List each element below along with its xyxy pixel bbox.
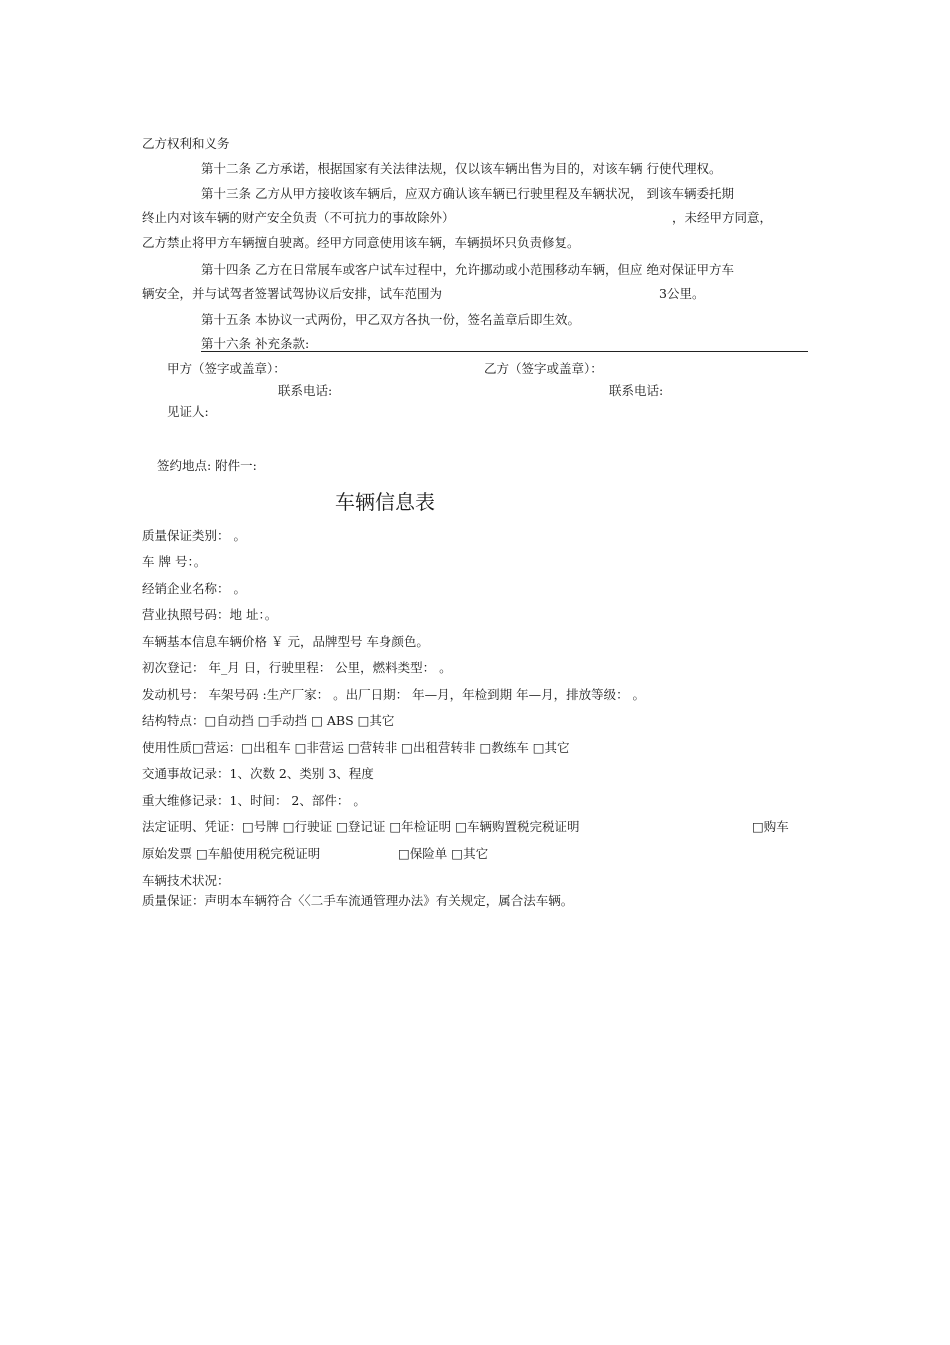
clause-13-line3: 乙方禁止将甲方车辆擅自驶离。经甲方同意使用该车辆，车辆损坏只负责修复。 xyxy=(142,235,580,250)
info-line: 发动机号： 车架号码 :生产厂家： 。出厂日期： 年—月，年检到期 年—月，排放等级： 。 xyxy=(142,687,646,702)
party-a-signature: 甲方（签字或盖章）： xyxy=(167,361,286,376)
certificates-line2b: □保险单 □其它 xyxy=(398,846,489,861)
clause-13-line1: 第十三条 乙方从甲方接收该车辆后，应双方确认该车辆已行驶里程及车辆状况， 到该车辆委托期 xyxy=(201,186,734,201)
party-b-phone: 联系电话: xyxy=(609,383,664,398)
clause-15: 第十五条 本协议一式两份，甲乙双方各执一份，签名盖章后即生效。 xyxy=(201,312,580,327)
info-line: 经销企业名称： 。 xyxy=(142,581,246,596)
certificates-line2a: 原始发票 □车船使用税完税证明 xyxy=(142,846,321,861)
clause-13-line2b: ，未经甲方同意， xyxy=(672,210,773,225)
info-line: 结构特点：□自动挡 □手动挡 □ ABS □其它 xyxy=(142,713,395,728)
clause-16: 第十六条 补充条款: xyxy=(201,336,310,351)
witness: 见证人: xyxy=(167,404,209,419)
table-title: 车辆信息表 xyxy=(335,490,435,514)
signing-place-attachment: 签约地点: 附件一: xyxy=(157,458,257,473)
info-line: 营业执照号码：地 址：。 xyxy=(142,607,278,622)
party-a-phone: 联系电话: xyxy=(278,383,333,398)
clause-14-line2a: 辆安全，并与试驾者签署试驾协议后安排，试车范围为 xyxy=(142,286,443,301)
info-line: 重大维修记录：1、时间： 2、部件： 。 xyxy=(142,793,366,808)
party-b-signature: 乙方（签字或盖章）： xyxy=(484,361,603,376)
certificates-line1a: 法定证明、凭证：□号牌 □行驶证 □登记证 □年检证明 □车辆购置税完税证明 xyxy=(142,819,580,834)
info-line: 交通事故记录：1、次数 2、类别 3、程度 xyxy=(142,766,374,781)
info-line: 初次登记： 年_月 日，行驶里程： 公里，燃料类型： 。 xyxy=(142,660,452,675)
clause-14-line1: 第十四条 乙方在日常展车或客户试车过程中，允许挪动或小范围移动车辆，但应 绝对保证甲方车 xyxy=(201,262,734,277)
info-line: 车 牌 号：。 xyxy=(142,554,207,569)
section-heading: 乙方权利和义务 xyxy=(142,136,230,151)
tech-status: 车辆技术状况： xyxy=(142,873,230,888)
clause-12: 第十二条 乙方承诺，根据国家有关法律法规，仅以该车辆出售为目的，对该车辆 行使代理权。 xyxy=(201,161,722,176)
clause-14-line2b: 3公里。 xyxy=(659,286,705,301)
clause-13-line2a: 终止内对该车辆的财产安全负责（不可抗力的事故除外） xyxy=(142,210,455,225)
certificates-line1b: □购车 xyxy=(752,819,789,834)
supplement-underline xyxy=(201,351,808,352)
info-line: 车辆基本信息车辆价格 ￥ 元，品牌型号 车身颜色。 xyxy=(142,634,429,649)
quality-statement: 质量保证：声明本车辆符合〈〈二手车流通管理办法》有关规定，属合法车辆。 xyxy=(142,893,574,908)
info-line: 质量保证类别： 。 xyxy=(142,528,246,543)
info-line: 使用性质□营运：□出租车 □非营运 □营转非 □出租营转非 □教练车 □其它 xyxy=(142,740,570,755)
